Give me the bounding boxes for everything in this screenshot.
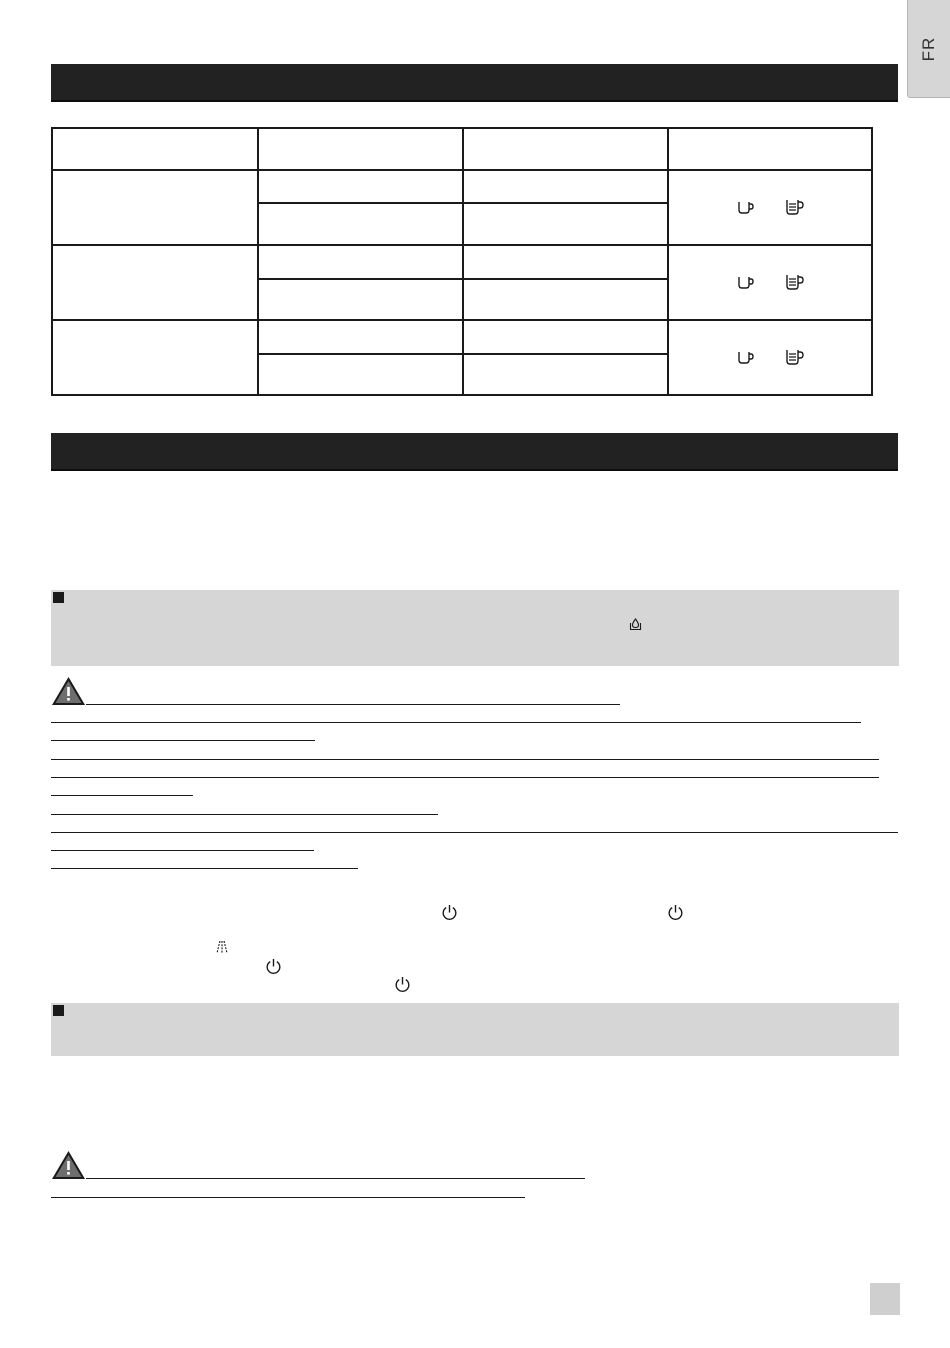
power-icon	[394, 976, 411, 993]
section-header-bar-2	[51, 433, 898, 471]
cup-icon	[737, 275, 755, 290]
steam-icon	[215, 940, 229, 955]
table-row-2-icons	[669, 246, 873, 319]
language-tab	[907, 0, 950, 98]
underline	[51, 759, 879, 760]
note-box-1	[51, 590, 899, 666]
bullet-square	[53, 1005, 64, 1016]
underline	[51, 832, 898, 833]
power-icon	[441, 904, 458, 921]
bullet-square	[53, 592, 64, 603]
mug-icon	[785, 349, 805, 366]
section-header-bar-1	[51, 64, 898, 102]
page-number-box	[870, 1283, 900, 1315]
underline	[51, 722, 861, 723]
underline	[51, 868, 358, 869]
settings-table	[51, 127, 873, 396]
underline	[51, 814, 438, 815]
table-row-1-icons	[669, 171, 873, 244]
power-icon	[265, 958, 282, 975]
underline	[86, 1178, 585, 1179]
cup-icon	[737, 350, 755, 365]
mug-icon	[785, 274, 805, 291]
table-row-3-icons	[669, 321, 873, 394]
warning-triangle-icon	[51, 1150, 86, 1180]
note-box-2	[51, 1003, 899, 1056]
power-icon	[667, 904, 684, 921]
language-label: FR	[919, 36, 938, 61]
descale-drop-icon	[629, 617, 642, 631]
warning-triangle-icon	[51, 676, 86, 706]
underline	[51, 740, 315, 741]
underline	[51, 795, 193, 796]
mug-icon	[785, 199, 805, 216]
underline	[86, 704, 620, 705]
underline	[51, 850, 314, 851]
underline	[51, 777, 879, 778]
underline	[51, 1197, 525, 1198]
cup-icon	[737, 200, 755, 215]
